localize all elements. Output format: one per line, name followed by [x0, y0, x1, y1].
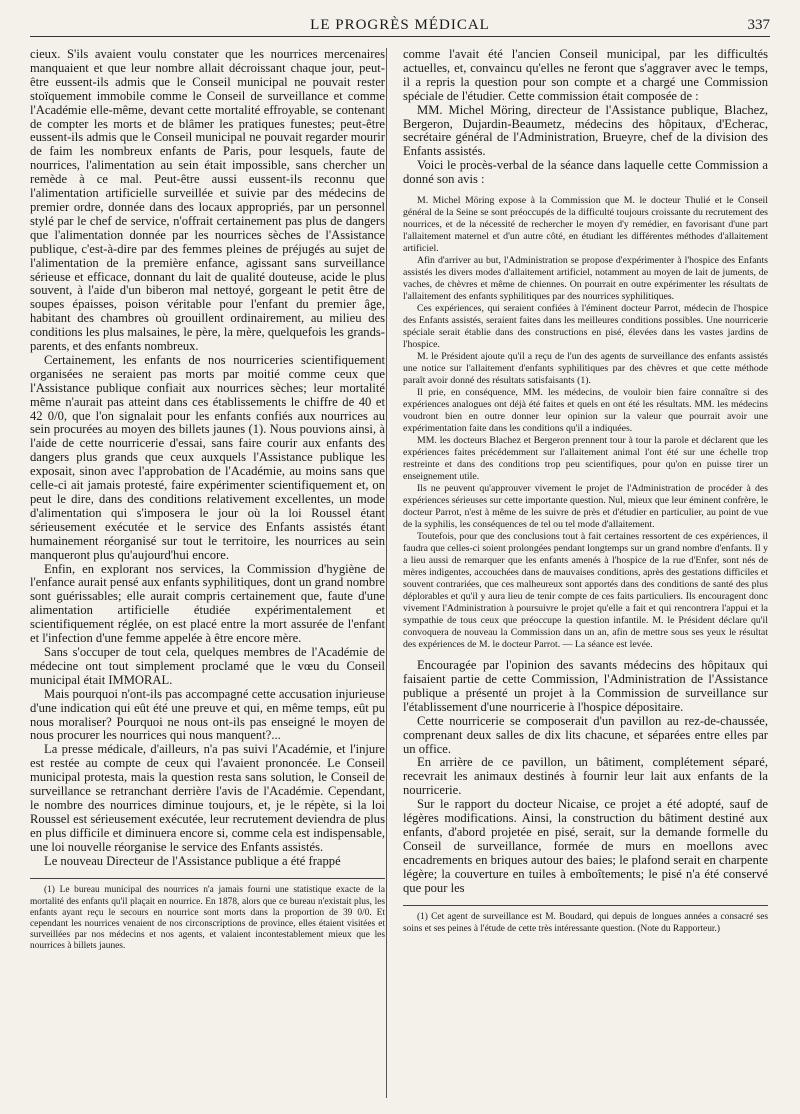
paragraph: En arrière de ce pavillon, un bâtiment, complétement séparé, recevrait les animaux destinés à fournir leur lait aux enfants de la nourricerie.	[403, 755, 768, 798]
paragraph: Cette nourricerie se composerait d'un pavillon au rez-de-chaussée, comprenant deux salles de dix lits chacune, et séparées entre elles par un office.	[403, 713, 768, 756]
footnote-area	[30, 878, 385, 952]
paragraph: La presse médicale, d'ailleurs, n'a pas suivi l'Académie, et l'injure est restée au compte de ceux qui l'avaient prononcée. Le Conseil municipal protesta, mais la question resta sans solution, le Conseil de surveillance se retranchant derrière l'avis de l'Académie. Cependant, le nombre des nourrices diminue toujours, et, je le répète, si la loi Roussel est sérieusement exécutée, leur recrutement deviendra de plus en plus difficile et diminuera encore si, comme cela est indispensable, une loi nouvelle réorganise le service des Enfants assistés.	[30, 742, 385, 854]
paragraph: Encouragée par l'opinion des savants médecins des hôpitaux qui faisaient partie de cette Commission, l'Administration de l'Assistance publique a présenté un projet à la Commission de surveillance sur l'établissement d'une nourricerie à l'hospice dépositaire.	[403, 658, 768, 714]
paragraph: cieux. S'ils avaient voulu constater que les nourrices mercenaires manquaient et que leur nombre allait décroissant chaque jour, peut-être eussent-ils admis que le Conseil municipal ne pouvait rester stoïquement immobile comme le Conseil de surveillance et comme l'Académie elle-même, devant cette mortalité effroyable, se contenant de compter les morts et de blâmer les pratiques funestes; peut-être eussent-ils admis que le Conseil municipal ne pouvait regarder mourir de faim les nombreux enfants de Paris, pour lesquels, faute de nourrices, l'alimentation au sein était impossible, sans chercher un remède à ce mal. Peut-être aussi eussent-ils reconnu que l'alimentation artificielle surveillée et suivie par des médecins de premier ordre, donnée dans des locaux appropriés, par un personnel stylé par le chef de service, n'offrait certainement pas plus de dangers que l'alimentation donnée par les nourrices sèches de l'Assistance publique, c'est-à-dire par des femmes pleines de préjugés au sujet de l'alimentation de la première enfance, agissant sans surveillance sérieuse et efficace, donnant du lait de qualité douteuse, acide le plus souvent, à l'aide d'un biberon mal nettoyé, gorgeant le petit être de soupes épaisses, poison véritable pour l'enfant du premier âge, habitant des chambres où grouillent ordinairement, au milieu des conditions les plus malsaines, le père, la mère, quelquefois les grands-parents, et des enfants nombreux.	[30, 48, 385, 354]
footnote-area	[403, 905, 768, 934]
left-body	[30, 48, 385, 868]
right-intro	[403, 48, 768, 187]
paragraph: MM. Michel Möring, directeur de l'Assistance publique, Blachez, Bergeron, Dujardin-Beaumetz, médecins des hôpitaux, d'Echerac, secrétaire général de l'Administration, Brueyre, chef de la division des Enfants assistés.	[403, 102, 768, 159]
minutes-paragraph: Toutefois, pour que des conclusions tout à fait certaines ressortent de ces expériences, il faudra que celles-ci soient prolongées pendant longtemps sur un grand nombre d'enfants. Il y a lieu aussi de remarquer que les enfants amenés à l'hospice de la rue d'Enfer, sont nés de mères indigentes, accouchées dans de mauvaises conditions, après des gestations difficiles et souvent contrariées, que ces malheureux sont apportés dans des conditions de santé des plus déplorables et qu'il y aura lieu de tenir compte de ces faits particuliers. Ils encouragent donc vivement l'Administration à poursuivre le projet qu'elle a fait et qui rencontrera l'appui et la sympathie de tous ceux que préoccupe la question infantile. M. le Président déclare qu'il convoquera de nouveau la Commission dans un an, afin de mettre sous ses yeux le résultat des expériences de M. le docteur Parrot. — La séance est levée.	[403, 531, 768, 651]
minutes-paragraph: M. le Président ajoute qu'il a reçu de l'un des agents de surveillance des enfants assistés une notice sur l'allaitement d'enfants syphilitiques par des chèvres et que cette méthode paraît avoir donné des résultats satisfaisants (1).	[403, 351, 768, 387]
paragraph: Le nouveau Directeur de l'Assistance publique a été frappé	[44, 853, 341, 868]
paragraph: Enfin, en explorant nos services, la Commission d'hygiène de l'enfance aurait pensé aux enfants syphilitiques, dont un grand nombre sont guérissables; elle aurait compris certainement que, faute d'une alimentation artificielle étudiée expérimentalement et scientifiquement réglée, on est placé entre la mort assurée de l'enfant et l'infection d'une femme appelée à être encore mère.	[30, 561, 385, 646]
paragraph: comme l'avait été l'ancien Conseil municipal, par les difficultés actuelles, et, convaincu qu'elles ne feront que s'aggraver avec le temps, il a repris la question pour son compte et a chargé une Commission spéciale de l'étudier. Cette commission était composée de :	[403, 48, 768, 103]
paragraph: Certainement, les enfants de nos nourriceries scientifiquement organisées ne seraient pas morts par moitié comme ceux que l'Assistance publique confiait aux nourrices sèches; leur mortalité même n'aurait pas atteint dans ces établissements le chiffre de 40 et 42 0/0, que l'on signalait pour les enfants confiés aux nourrices au sein procurées au moyen des billets jaunes (1). Nous pouvions ainsi, à l'aide de cette nourricerie d'essai, sans faire courir aux enfants des dangers plus grands que ceux auxquels l'Assistance publique les exposait, sinon avec l'approbation de l'Académie, au moins sans que celle-ci ait jamais protesté, faire expérimenter scientifiquement et, on peut le dire, dans des conditions relativement excellentes, un mode d'alimentation qui s'imposera le jour où la loi Roussel étant sérieusement exécutée et le service des Enfants assistés étant humainement réorganisé sur tout le territoire, les nourrices au sein manqueront plus qu'aujourd'hui encore.	[30, 352, 385, 562]
left-column	[30, 48, 385, 1098]
paragraph: Sans s'occuper de tout cela, quelques membres de l'Académie de médecine ont tout simplement proclamé que le vœu du Conseil municipal était IMMORAL.	[30, 644, 385, 687]
column-divider	[386, 48, 387, 1098]
minutes-paragraph: Il prie, en conséquence, MM. les médecins, de vouloir bien faire connaître si des expériences analogues ont déjà été faites et quels en ont été les résultats. MM. les médecins voudront bien en outre donner leur opinion sur la valeur que pourrait avoir une expérimentation faite dans les conditions qu'il a indiquées.	[403, 387, 768, 435]
page-number: 337	[747, 17, 770, 33]
paragraph: Voici le procès-verbal de la séance dans laquelle cette Commission a donné son avis :	[403, 158, 768, 187]
footnote: (1) Cet agent de surveillance est M. Boudard, qui depuis de longues années a consacré ses soins et ses peines à l'étude de cette très intéressante question. (Note du Rapporteur.)	[403, 912, 768, 934]
right-closing	[403, 659, 768, 895]
minutes-paragraph: M. Michel Möring expose à la Commission que M. le docteur Thulié et le Conseil général de la Seine se sont préoccupés de la difficulté toujours croissante du recrutement des nourrices, et de la nécessité de rechercher le moyen d'y remédier, en favorisant d'une part l'allaitement maternel et d'un autre côté, en étudiant les différentes méthodes d'allaitement artificiel.	[403, 195, 768, 255]
paragraph: Sur le rapport du docteur Nicaise, ce projet a été adopté, sauf de légères modifications. Ainsi, la construction du bâtiment destiné aux enfants, d'abord projetée en pisé, serait, sur la demande formelle du Conseil de surveillance, formée de murs en moellons avec encadrements en briques autour des baies; le plafond serait en charpente légère; la couverture en tuiles à emboîtements; le pisé n'a été conservé que pour les	[403, 797, 768, 895]
journal-title: LE PROGRÈS MÉDICAL	[310, 17, 490, 33]
minutes-paragraph: Ils ne peuvent qu'approuver vivement le projet de l'Administration de procéder à des expériences sérieuses sur cette importante question. Nul, mieux que leur éminent confrère, le docteur Parrot, n'est à même de les suivre de près et d'étudier en particulier, au point de vue de la syphilis, les conséquences de tel ou tel mode d'allaitement.	[403, 483, 768, 531]
footnote: (1) Le bureau municipal des nourrices n'a jamais fourni une statistique exacte de la mortalité des enfants qu'il plaçait en nourrice. En 1878, alors que ce bureau n'existait plus, les enfants ayant reçu le secours en nourrice sont morts dans la proportion de 39 0/0. Et cependant les nourrices venaient de nos circonscriptions de province, elles étaient visitées et surveillées par nos médecins et nos agents, et valaient incontestablement mieux que les nourrices à billets jaunes.	[30, 885, 385, 952]
minutes-block	[403, 195, 768, 651]
minutes-paragraph: MM. les docteurs Blachez et Bergeron prennent tour à tour la parole et déclarent que les expériences faites précédemment sur l'allaitement animal l'ont été sur une échelle trop restreinte et dans des conditions trop peu scientifiques, pour qu'on en puisse tirer un enseignement utile.	[403, 435, 768, 483]
running-header	[30, 14, 770, 37]
minutes-paragraph: Afin d'arriver au but, l'Administration se propose d'expérimenter à l'hospice des Enfants assistés les divers modes d'allaitement artificiel, notamment au moyen de lait de juments, de vaches, de chèvres et même de chiennes. On pourrait en outre expérimenter les résultats de l'allaitement des enfants syphilitiques par des nourrices syphilitiques.	[403, 255, 768, 303]
right-column	[403, 48, 768, 1098]
minutes-paragraph: Ces expériences, qui seraient confiées à l'éminent docteur Parrot, médecin de l'hospice des Enfants assistés, seraient faites dans les meilleures conditions possibles. Une nourricerie spéciale serait établie dans des constructions en pisé, élevées dans les vastes jardins de l'hospice.	[403, 303, 768, 351]
paragraph: Mais pourquoi n'ont-ils pas accompagné cette accusation injurieuse d'une indication qui eût été une preuve et qui, en même temps, eût pu nous moraliser? Pourquoi ne nous ont-ils pas enseigné le moyen de nous procurer les nourrices qui nous manquent?...	[30, 686, 385, 743]
